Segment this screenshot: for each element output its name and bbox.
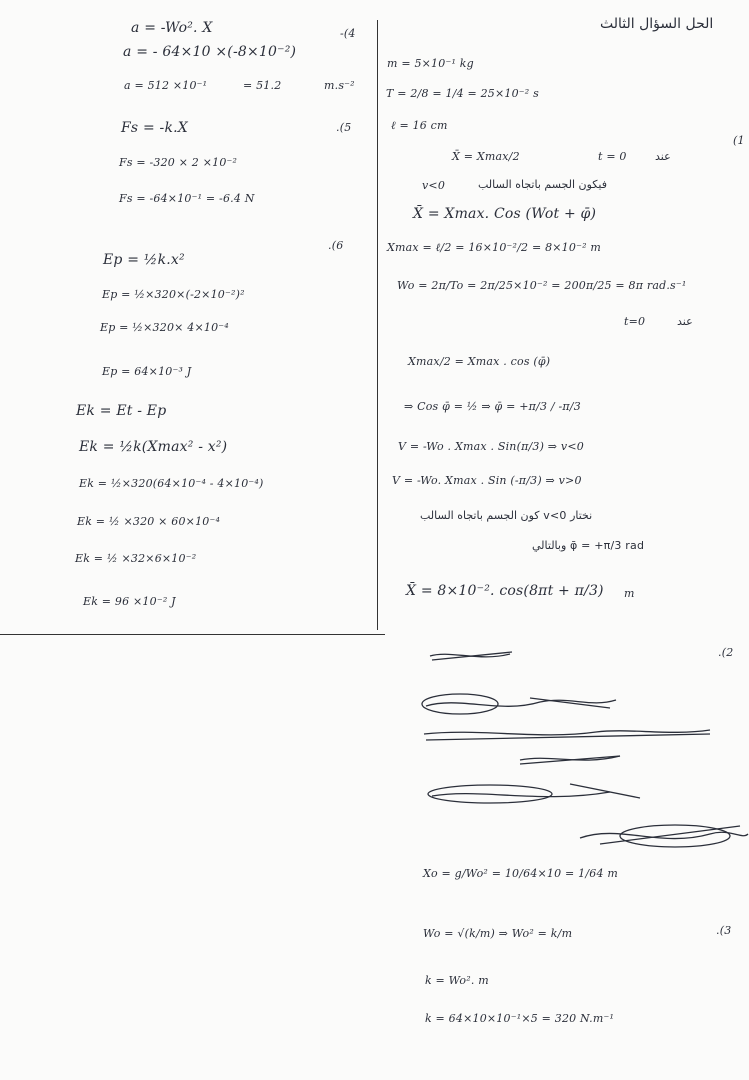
q5-line-3: Fs = -64×10⁻¹ = -6.4 N [119, 192, 255, 205]
velocity-line-2: V = -Wo. Xmax . Sin (-π/3) ⇒ v>0 [392, 474, 582, 487]
q6-line-9: Ek = ½ ×32×6×10⁻² [75, 552, 197, 565]
omega-line: Wo = 2π/To = 2π/25×10⁻² = 200π/25 = 8π rad.s⁻¹ [397, 279, 687, 292]
q4-line-1: a = -Wo². X [131, 20, 213, 36]
given-mass: m = 5×10⁻¹ kg [387, 57, 474, 70]
given-period: T = 2/8 = 1/4 = 25×10⁻² s [386, 87, 539, 100]
q3-line-3: k = 64×10×10⁻¹×5 = 320 N.m⁻¹ [425, 1012, 615, 1025]
page-title: الحل السؤال الثالث [600, 16, 714, 32]
q6-line-4: Ep = 64×10⁻³ J [102, 365, 192, 378]
q4-line-3: a = 512 ×10⁻¹ [124, 79, 208, 92]
t0-word: عند [677, 315, 693, 328]
q3-line-1: Wo = √(k/m) ⇒ Wo² = k/m [423, 927, 573, 940]
crossed-out-work [420, 648, 749, 858]
q6-line-10: Ek = 96 ×10⁻² J [83, 595, 176, 608]
q5-line-1: Fs = -k.X [121, 120, 188, 136]
q4-line-4: = 51.2 [243, 79, 282, 92]
q4-line-2: a = - 64×10 ×(-8×10⁻²) [123, 44, 297, 60]
q5-label: .(5 [336, 121, 352, 134]
section-divider [0, 634, 385, 635]
q2-label: .(2 [718, 646, 734, 659]
given-length: ℓ = 16 cm [391, 119, 448, 132]
cos-line: ⇒ Cos φ̄ = ½ ⇒ φ̄ = +π/3 / -π/3 [404, 400, 581, 413]
condition-velocity: v<0 [422, 179, 446, 192]
final-unit: m [624, 587, 635, 600]
q6-line-2: Ep = ½×320×(-2×10⁻²)² [102, 288, 245, 301]
q2-line-1: Xo = g/Wo² = 10/64×10 = 1/64 m [423, 867, 618, 880]
q4-unit: m.s⁻² [324, 79, 355, 92]
t0-condition: t=0 [624, 315, 646, 328]
q6-line-1: Ep = ½k.x² [103, 252, 185, 268]
q6-line-3: Ep = ½×320× 4×10⁻⁴ [100, 321, 229, 334]
q6-line-7: Ek = ½×320(64×10⁻⁴ - 4×10⁻⁴) [79, 477, 264, 490]
condition-word: عند [655, 150, 671, 163]
q6-line-8: Ek = ½ ×320 × 60×10⁻⁴ [77, 515, 221, 528]
q3-label: .(3 [716, 924, 732, 937]
q5-line-2: Fs = -320 × 2 ×10⁻² [119, 156, 238, 169]
q4-label: -(4 [340, 27, 356, 40]
phase-equation: Xmax/2 = Xmax . cos (φ̄) [408, 355, 551, 368]
condition-position: X̄ = Xmax/2 [452, 150, 520, 163]
q6-label: .(6 [328, 239, 344, 252]
q3-line-2: k = Wo². m [425, 974, 489, 987]
velocity-line-1: V = -Wo . Xmax . Sin(π/3) ⇒ v<0 [398, 440, 584, 453]
general-equation: X̄ = Xmax. Cos (Wot + φ̄) [413, 206, 597, 222]
q6-line-5: Ek = Et - Ep [76, 403, 167, 419]
q1-label: (1 [733, 134, 745, 147]
q6-line-6: Ek = ½k(Xmax² - x²) [79, 439, 228, 455]
column-divider [377, 20, 378, 630]
final-equation: X̄ = 8×10⁻². cos(8πt + π/3) [406, 583, 604, 599]
condition-time: t = 0 [598, 150, 627, 163]
choose-result: φ̄ = +π/3 rad وبالتالي [532, 539, 645, 552]
condition-velocity-text: فيكون الجسم باتجاه السالب [478, 178, 607, 191]
xmax-line: Xmax = ℓ/2 = 16×10⁻²/2 = 8×10⁻² m [387, 241, 602, 254]
choose-text: نختار v<0 كون الجسم باتجاه السالب [420, 509, 593, 522]
